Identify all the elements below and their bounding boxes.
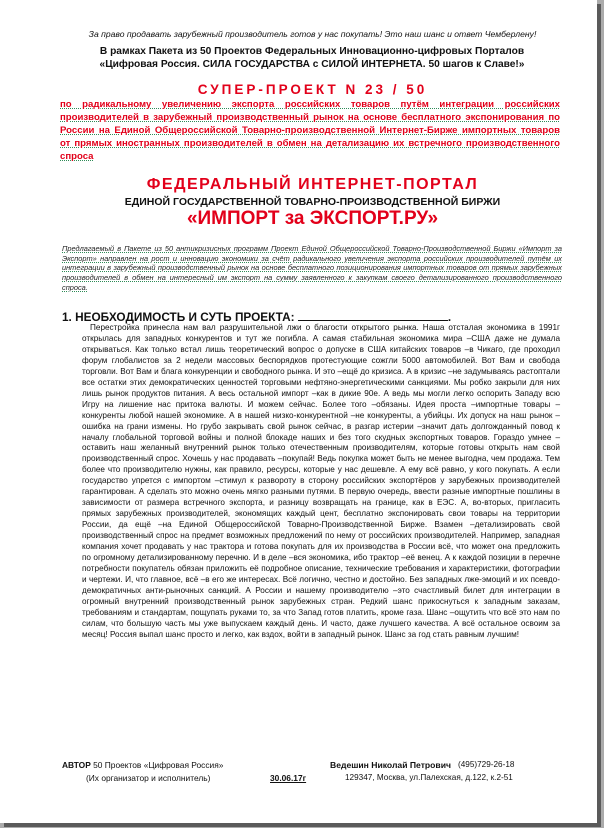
intro-paragraph: Предлагаемый в Пакете из 50 антикризисных программ Проект Единой Общероссийской Товарно-Производственной Биржи «Импорт за Экспорт» направлен на рост и инновацию экономики за счёт радикального увеличения экспорта российских производителей путём их интеграции в зарубежный производственный рынок на основе бесплатного позиционирования импортных товаров от прямых зарубежных производителей в обмен на интересный им экспорт на сумму заявленного к закупкам своего детализированного производственного спроса. xyxy=(62,244,562,292)
footer-author xyxy=(62,760,223,770)
author-description: 50 Проектов «Цифровая Россия» xyxy=(93,760,224,770)
body-paragraph: Перестройка принесла нам вал разрушительной лжи о благости открытого рынка. Наша отсталая экономика в 1991г открылась для западных конкурентов и тут же погибла. А самая стабильная экономика мира –США даже не думала открываться. Как только встал лишь теоретический вопрос о допуске в США китайских товаров –в Чикаго, где проходил форум глобалистов за 2 недели массовых беспорядков протестующие сожгли 5000 автомобилей. Вот Вам и свобода торговли. Вот Вам и блага конкуренции и свободного рынка. И это –ещё до кризиса. А в кризис –не задумываясь растоптали все остатки этих демократических ценностей торговыми нефтяно-энергетическими санкциями. Мы робко закрыли для них лишь рынок продуктов питания. А весь остальной импорт –как в дикие 90е. А ведь мы могли легко оспорить Западу всю Игру на лишение нас притока валюты. И можем сейчас. Более того –обязаны. Идея проста –импортные товары –конкуренты любой нашей экономике. А в нашей низко-конкурентной –не конкуренты, а убийцы. Их допуск на наш рынок –ошибка на грани измены. Но грубо закрывать свой рынок сейчас, в разгар истерии –значит дать долгожданный повод к началу глобальной торговой войны и полной блокаде наших и без того скудных экспортных товаров. Гораздо умнее –оставить наш желанный внутренний рынок только отечественным производителям, которые готовы открыть нам свой производственный спрос. Хочешь у нас продавать –покупай! Ведь покупка может быть не менее выгодна, чем продажа. Тем более что производителю нужны, как правило, ресурсы, которые у нас дешевле. А ему всё равно, у кого покупать. А если государство упрется с импортом –стимул к развороту в сторону российских экспортёров у зарубежных производителей гарантирован. А сделать это можно очень мягко разными путями. В первую очередь, ввести разные импортные пошлины в зависимости от размера встречного экспорта, и разницу возвращать на границе, как в ЕЭС. А, во-вторых, пригласить прямых зарубежных производителей, экономящих каждый цент, бесплатно экспонировать свои товары на территории России, да ещё –на Единой Общероссийской Товарно-Производственной Бирже. Взамен –детализировать свой производственный спрос на предмет возможных предложений по нему от российских производителей. Например, западная компания хочет продавать у нас трактора и готова покупать для их производства в России всё, что может она предложить по огромному детализированному перечню. И в деле –вся экономика, ибо трактор –её венец. А к каждой позиции в перечне потребности покупатель обязан приложить её подробное описание, технические требования и характеристики, фотографии и чертежи. И, что главное, всё –в его же интересах. Всё логично, честно и достойно. Без западных лже-эмоций и их псевдо-демократичных анти-рыночных санкций. А России и нашему производителю –это счастливый билет для интеграции в огромный внутренний производственный рынок зарубежных стран. Редкий шанс прикоснуться к западным заказам, требованиям и стандартам, пощупать руками то, за что Запад готов платить, кроме газа. Шанс –ощутить что всё это нам по силам, что большую часть мы уже выпускаем каждый день. И часто, даже лучшего качества. А всё остальное освоим за месяц! Россия выпал шанс просто и легко, как вздох, войти в западный рынок. Шанс за год стать равным лучшим! xyxy=(82,323,560,639)
series-line-2: «Цифровая Россия. СИЛА ГОСУДАРСТВА с СИЛОЙ ИНТЕРНЕТА. 50 шагов к Славе!» xyxy=(99,59,525,70)
section-heading-end: . xyxy=(447,310,452,324)
author-label: АВТОР xyxy=(62,760,91,770)
section-heading-text: 1. НЕОБХОДИМОСТЬ И СУТЬ ПРОЕКТА: xyxy=(62,310,295,324)
author-phone: (495)729-26-18 xyxy=(458,760,515,769)
page-shadow-bottom xyxy=(4,823,601,827)
portal-title: ФЕДЕРАЛЬНЫЙ ИНТЕРНЕТ-ПОРТАЛ xyxy=(146,176,479,193)
portal-name: «ИМПОРТ за ЭКСПОРТ.РУ» xyxy=(186,208,439,229)
portal-subtitle: ЕДИНОЙ ГОСУДАРСТВЕННОЙ ТОВАРНО-ПРОИЗВОДСТВЕННОЙ БИРЖИ xyxy=(124,196,501,208)
section-heading xyxy=(62,310,562,324)
footer-role: (Их организатор и исполнитель) xyxy=(86,773,211,783)
series-line-1: В рамках Пакета из 50 Проектов Федеральных Инновационно-цифровых Порталов xyxy=(99,46,525,57)
section-heading-rule xyxy=(298,311,448,321)
page-shadow-right xyxy=(597,4,601,826)
author-address: 129347, Москва, ул.Палехская, д.122, к.2-51 xyxy=(345,773,513,782)
tagline: За право продавать зарубежный производитель готов у нас покупать! Это наш шанс и ответ Чемберлену! xyxy=(88,29,537,39)
author-name: Ведешин Николай Петрович xyxy=(330,760,451,770)
series-heading xyxy=(52,45,572,71)
footer-date: 30.06.17г xyxy=(270,773,307,783)
super-project-title: СУПЕР-ПРОЕКТ N 23 / 50 xyxy=(197,82,428,97)
super-project-subtitle: по радикальному увеличению экспорта российских товаров путём интеграции российских производителей в зарубежный производственный рынок на основе бесплатного экспонирования по России на Единой Общероссийской Товарно-производственной Интернет-Бирже импортных товаров от прямых иностранных производителей в обмен на детализацию их встречного производственного спроса xyxy=(60,99,560,162)
